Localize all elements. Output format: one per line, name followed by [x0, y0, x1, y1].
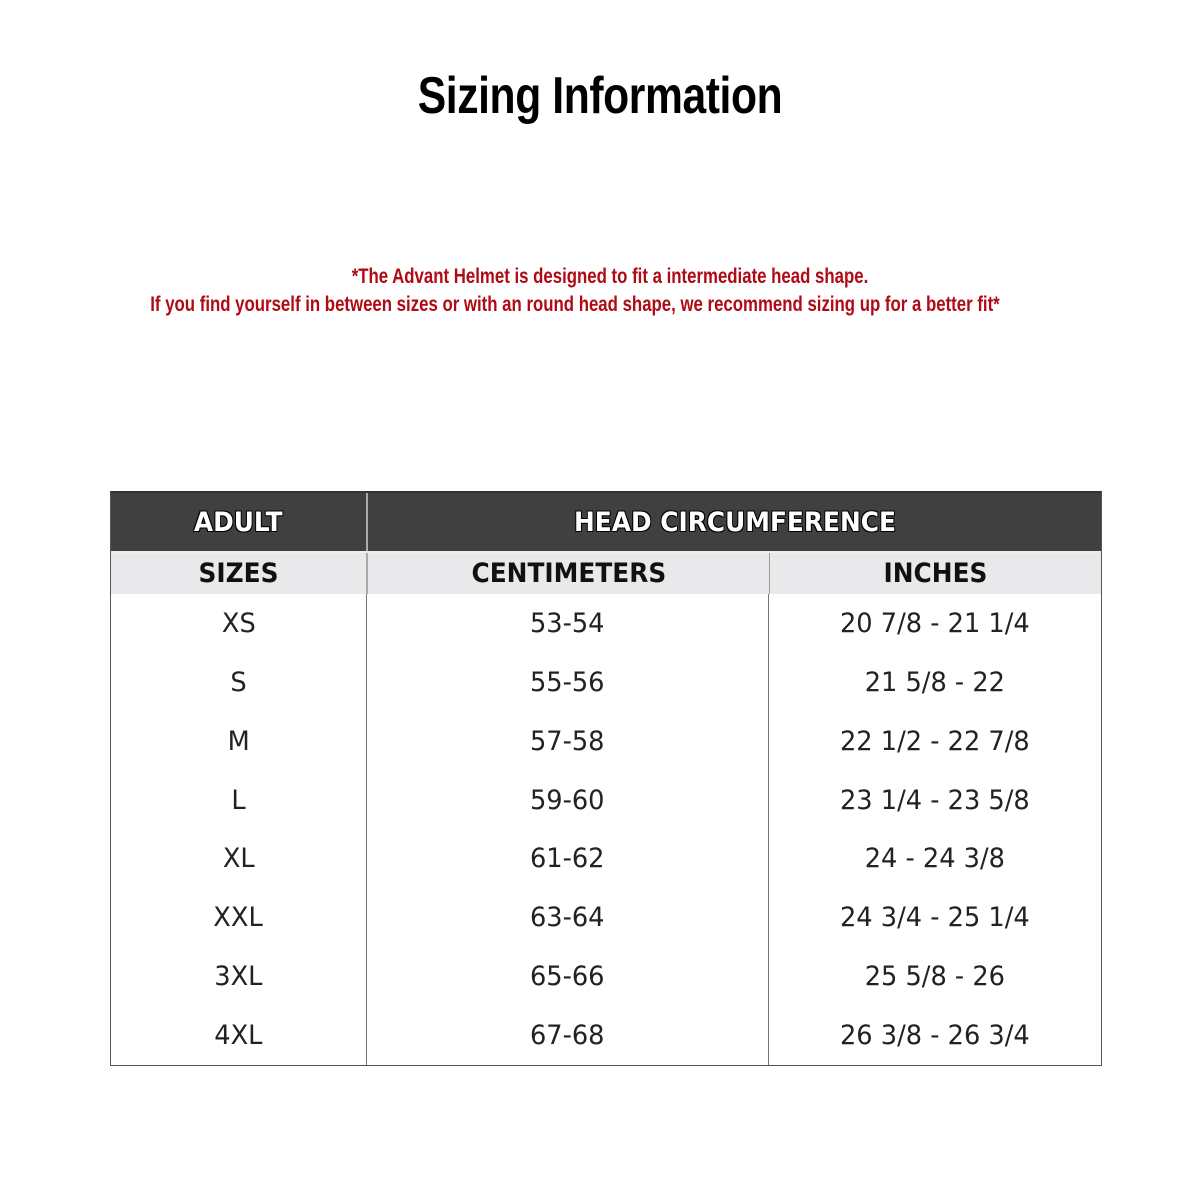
cell-text: 24 3/4 - 25 1/4 [840, 902, 1030, 934]
table-cell-size [111, 712, 366, 771]
fit-note-line-1: *The Advant Helmet is designed to fit a intermediate head shape. [351, 265, 869, 288]
inches-column [769, 594, 1101, 1065]
table-cell-cm [367, 653, 768, 712]
table-cell-in [769, 594, 1101, 653]
subheader-centimeters [368, 553, 770, 594]
cell-text: 53-54 [530, 607, 605, 639]
table-cell-cm [367, 712, 768, 771]
subheader-sizes-label: SIZES [198, 558, 279, 589]
cell-text: 22 1/2 - 22 7/8 [840, 725, 1030, 757]
page-title: Sizing Information [417, 67, 783, 125]
table-body [111, 594, 1101, 1065]
cell-text: M [227, 725, 250, 757]
cell-text: 4XL [214, 1020, 263, 1052]
centimeters-column [367, 594, 769, 1065]
cell-text: XS [221, 607, 256, 639]
table-cell-cm [367, 771, 768, 830]
cell-text: 59-60 [530, 784, 605, 816]
subheader-inches [770, 553, 1101, 594]
cell-text: S [230, 666, 247, 698]
subheader-in-label: INCHES [883, 558, 988, 589]
table-cell-in [769, 1006, 1101, 1065]
table-cell-in [769, 712, 1101, 771]
table-cell-size [111, 771, 366, 830]
cell-text: 20 7/8 - 21 1/4 [840, 607, 1030, 639]
cell-text: 67-68 [530, 1020, 605, 1052]
cell-text: XXL [213, 902, 264, 934]
table-cell-in [769, 830, 1101, 889]
subheader-cm-label: CENTIMETERS [471, 558, 666, 589]
cell-text: XL [222, 843, 255, 875]
table-subheader [111, 553, 1101, 594]
table-cell-in [769, 653, 1101, 712]
cell-text: 25 5/8 - 26 [864, 961, 1006, 993]
table-cell-cm [367, 594, 768, 653]
table-cell-in [769, 771, 1101, 830]
header-head-label: HEAD CIRCUMFERENCE [573, 506, 896, 538]
table-cell-size [111, 888, 366, 947]
cell-text: 24 - 24 3/8 [864, 843, 1006, 875]
cell-text: 26 3/8 - 26 3/4 [840, 1020, 1030, 1052]
table-cell-size [111, 830, 366, 889]
cell-text: 21 5/8 - 22 [864, 666, 1006, 698]
table-cell-cm [367, 888, 768, 947]
table-cell-size [111, 594, 366, 653]
table-header [111, 493, 1101, 553]
cell-text: L [231, 784, 246, 816]
cell-text: 55-56 [530, 666, 605, 698]
table-cell-size [111, 1006, 366, 1065]
table-cell-cm [367, 830, 768, 889]
fit-note-line-2: If you find yourself in between sizes or with an round head shape, we recommend sizing up for a better fit* [150, 293, 1000, 316]
table-cell-in [769, 947, 1101, 1006]
header-head-circumference [368, 493, 1101, 551]
table-cell-size [111, 947, 366, 1006]
table-cell-in [769, 888, 1101, 947]
sizing-table [110, 491, 1102, 1066]
table-cell-size [111, 653, 366, 712]
cell-text: 63-64 [530, 902, 605, 934]
cell-text: 3XL [214, 961, 263, 993]
cell-text: 57-58 [530, 725, 605, 757]
subheader-sizes [111, 553, 368, 594]
cell-text: 23 1/4 - 23 5/8 [840, 784, 1030, 816]
header-adult [111, 493, 368, 551]
cell-text: 61-62 [530, 843, 605, 875]
table-cell-cm [367, 1006, 768, 1065]
header-adult-label: ADULT [194, 506, 283, 538]
sizes-column [111, 594, 367, 1065]
cell-text: 65-66 [530, 961, 605, 993]
table-cell-cm [367, 947, 768, 1006]
